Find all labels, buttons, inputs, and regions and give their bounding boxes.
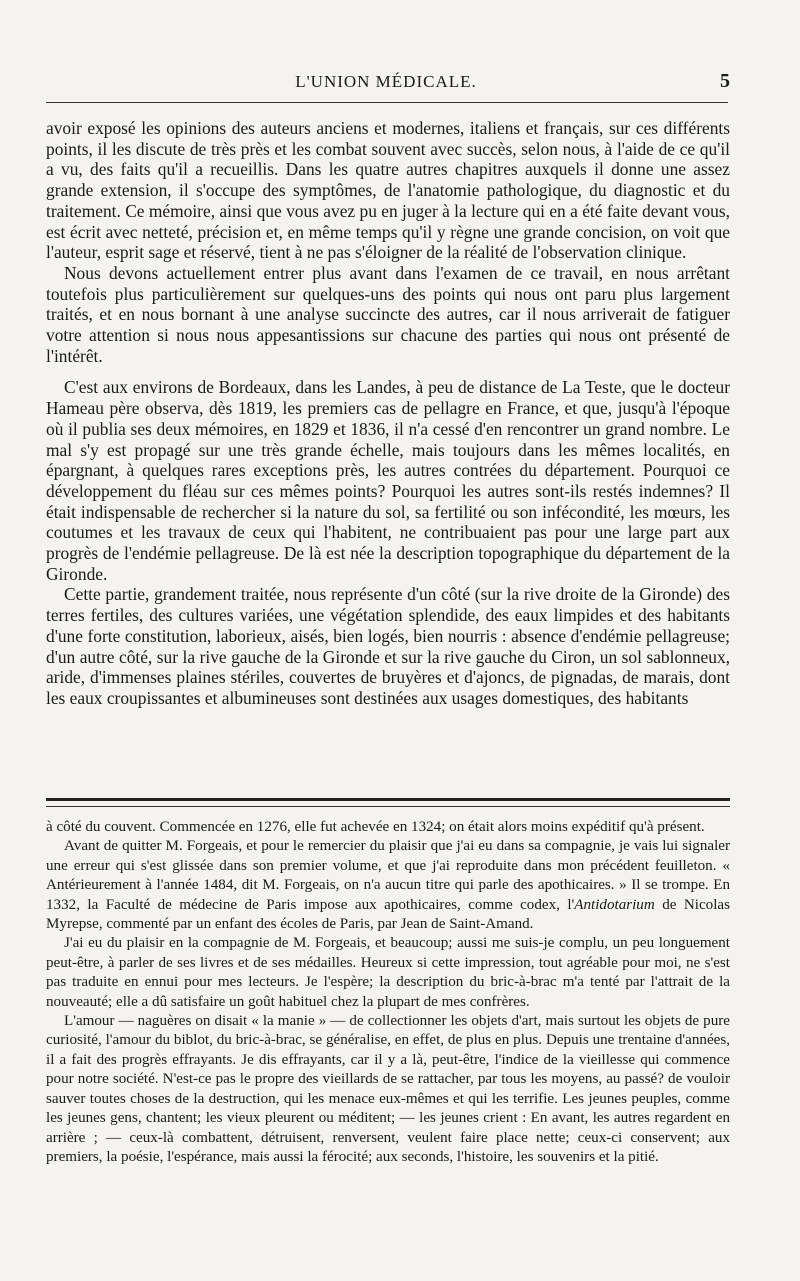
running-head [46, 66, 730, 96]
feuilleton-paragraph [46, 837, 730, 934]
feuilleton-paragraph: à côté du couvent. Commencée en 1276, elle fut achevée en 1324; on était alors moins expéditif qu'à présent. [46, 819, 705, 835]
page-number: 5 [720, 70, 730, 92]
header-rule [46, 102, 728, 103]
article-paragraph: C'est aux environs de Bordeaux, dans les Landes, à peu de distance de La Teste, que le docteur Hameau père observa, dès 1819, les premiers cas de pellagre en France, et que, jusqu'à l'époque où il publia ses deux mémoires, en 1829 et 1836, il n'a cessé d'en rencontrer un grand nombre. Le mal s'y est propagé sur une très grande échelle, mais toujours dans les mêmes localités, en épargnant, à quelques rares exceptions près, les autres contrées du département. Pourquoi ce développement du fléau sur ces mêmes points? Pourquoi les autres sont-ils restés indemnes? Il était indispensable de rechercher si la nature du sol, sa fertilité ou son infécondité, les mœurs, les coutumes et les travaux de ceux qui l'habitent, ne contribuaient pas pour une large part aux progrès de l'endémie pellagreuse. De là est née la description topographique du département de la Gironde. [46, 377, 730, 584]
running-title: L'UNION MÉDICALE. [295, 72, 477, 91]
article-paragraph: avoir exposé les opinions des auteurs anciens et modernes, italiens et français, sur ces différents points, il les discute de très près et les combat souvent avec succès, selon nous, à l'aide de ce qu'il a vu, des faits qu'il a recueillis. Dans les quatre autres chapitres auxquels il donne une assez grande extension, il s'occupe des symptômes, de l'anatomie pathologique, du diagnostic et du traitement. Ce mémoire, ainsi que vous avez pu en juger à la lecture qui en a été faite devant vous, est écrit avec netteté, précision et, en même temps qu'il y règne une grande concision, on voit que l'auteur, esprit sage et réservé, tient à ne pas s'éloigner de la réalité de l'observation clinique. [46, 118, 730, 263]
feuilleton-text: de Nicolas Myrepse, commenté par un enfant des écoles de Paris, par Jean de Saint-Amand. [46, 896, 730, 933]
feuilleton-paragraph: J'ai eu du plaisir en la compagnie de M. Forgeais, et beaucoup; aussi me suis-je complu, un peu longuement peut-être, à parler de ses livres et de ses médailles. Heureux si cette impression, tout agréable pour moi, ne s'est pas traduite en ennui pour mes lecteurs. Je l'espère; la description du bric-à-brac m'a tenté par l'attrait de la nouveauté; elle a dû satisfaire un goût habituel chez la plupart de mes confrères. [46, 935, 730, 1010]
feuilleton-text: Avant de quitter M. Forgeais, et pour le remercier du plaisir que j'ai eu dans sa compagnie, je vais lui signaler une erreur qui s'est glissée dans son premier volume, et que j'ai reproduite dans mon précédent feuilleton. « Antérieurement à l'année 1484, dit M. Forgeais, on n'a aucun titre qui parle des apothicaires. » Il se trompe. En 1332, la Faculté de médecine de Paris impose aux apothicaires, comme codex, l' [46, 838, 730, 913]
feuilleton-paragraph: L'amour — naguères on disait « la manie » — de collectionner les objets d'art, mais surtout les objets de pure curiosité, l'amour du biblot, du bric-à-brac, se généralise, en effet, de plus en plus. Depuis une trentaine d'années, il a fait des progrès effrayants. Je dis effrayants, car il y a là, peut-être, l'indice de la vieillesse qui commence pour notre société. N'est-ce pas le propre des vieillards de se rattacher, par tous les moyens, au passé? de vouloir sauver toutes choses de la destruction, qui les menace eux-mêmes et qui les terrifie. Les jeunes peuples, comme les jeunes gens, chantent; les vieux pleurent ou méditent; — les jeunes crient : En avant, les autres regardent en arrière ; — ceux-là combattent, détruisent, renversent, veulent faire place nette; ceux-ci conservent; aux premiers, la poésie, l'espérance, mais aussi la férocité; aux seconds, l'histoire, les souvenirs et la pitié. [46, 1013, 730, 1165]
article-paragraph: Cette partie, grandement traitée, nous représente d'un côté (sur la rive droite de la Gironde) des terres fertiles, des cultures variées, une végétation splendide, des eaux limpides et des habitants d'une forte constitution, laborieux, aisés, bien logés, bien nourris : absence d'endémie pellagreuse; d'un autre côté, sur la rive gauche de la Gironde et sur la rive gauche du Ciron, un sol sablonneux, aride, d'immenses plaines stériles, couvertes de bruyères et d'ajoncs, de pignadas, de marais, dont les eaux croupissantes et albumineuses sont destinées aux usages domestiques, des habitants [46, 584, 730, 708]
feuilleton-separator-thin [46, 806, 730, 807]
feuilleton [46, 818, 730, 1167]
feuilleton-separator-thick [46, 798, 730, 801]
antidotarium-title: Antidotarium [574, 896, 655, 913]
main-article [46, 118, 730, 709]
article-paragraph: Nous devons actuellement entrer plus avant dans l'examen de ce travail, en nous arrêtant toutefois plus particulièrement sur quelques-uns des points qui nous ont paru plus largement traités, et en nous bornant à une analyse succincte des autres, car il nous arriverait de fatiguer votre attention si nous nous appesantissions sur chacune des parties qui nous ont présenté de l'intérêt. [46, 262, 730, 366]
